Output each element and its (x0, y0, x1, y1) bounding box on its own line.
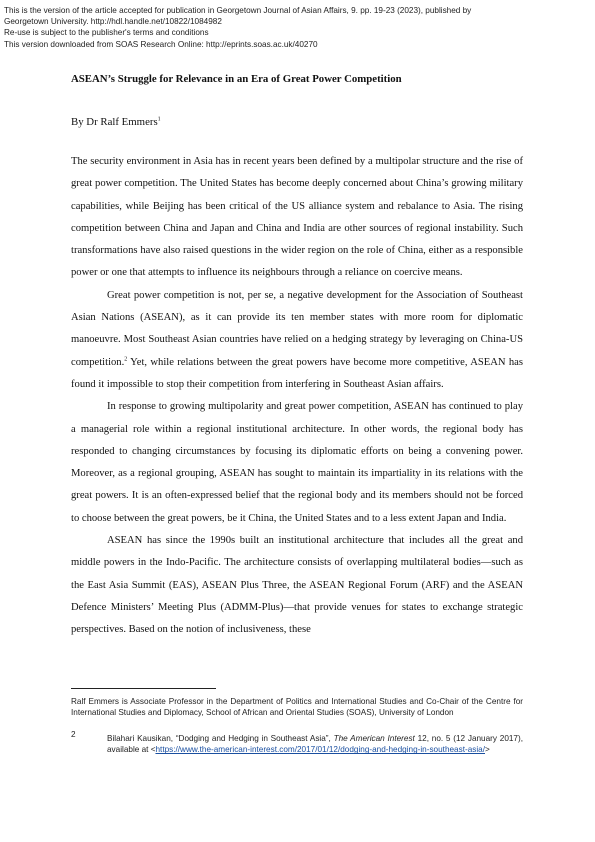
header-line-4: This version downloaded from SOAS Research Online: http://eprints.soas.ac.uk/40270 (4, 39, 318, 49)
footnote-ref-2[interactable]: 2 (124, 356, 128, 363)
paragraph-2 (71, 285, 523, 396)
footnote-2-text-a: Bilahari Kausikan, “Dodging and Hedging in Southeast Asia”, (107, 734, 334, 743)
byline-author: By Dr Ralf Emmers (71, 116, 158, 128)
byline (71, 116, 161, 128)
article-body (71, 151, 523, 642)
footnote-ref-1[interactable]: 1 (157, 116, 161, 123)
repository-header (4, 5, 584, 50)
footnote-2-text-c: > (485, 745, 490, 755)
paragraph-1: The security environment in Asia has in recent years been defined by a multipolar structure and the rise of great power competition. The United States has become deeply concerned about China’s growing military capabilities, while Beijing has been critical of the US alliance system and rebalance to Asia. The rising competition between China and Japan and China and India are other sources of regional instability. Such transformations have also raised questions in the wider region on the role of China, either as a responsible power or one that attempts to influence its neighbours through a reliance on coercive means. (71, 156, 523, 279)
footnote-1: Ralf Emmers is Associate Professor in the Department of Politics and International Studies and Co-Chair of the Centre for International Studies and Diplomacy, School of African and Oriental Studies (SOAS), University of London (71, 697, 523, 718)
paragraph-2-text-b: Yet, while relations between the great powers have become more competitive, ASEAN has found it impossible to stop their competition from interfering in Southeast Asian affairs. (71, 356, 523, 390)
header-line-3: Re-use is subject to the publisher's terms and conditions (4, 28, 209, 38)
header-line-1: This is the version of the article accepted for publication in Georgetown Journal of Asian Affairs, 9. pp. 19-23 (2023), published by (4, 6, 472, 15)
footnote-2-text-b: 12, no. 5 (12 January 2017), available at < (107, 734, 523, 755)
footnote-separator (71, 688, 216, 689)
footnote-2-journal: The American Interest (333, 734, 415, 743)
footnote-2-number: 2 (71, 730, 76, 739)
paragraph-2-text-a: Great power competition is not, per se, a negative development for the Association of Southeast Asian Nations (ASEAN), as it can provide its ten member states with more room for diplomatic manoeuvre. Most Southeast Asian countries have relied on a hedging strategy by leveraging on China-US competition. (71, 289, 523, 368)
footnote-2-link[interactable]: https://www.the-american-interest.com/2017/01/12/dodging-and-hedging-in-southeast-asia/ (155, 745, 485, 755)
article-title: ASEAN’s Struggle for Relevance in an Era of Great Power Competition (71, 73, 402, 85)
header-line-2: Georgetown University. http://hdl.handle.net/10822/1084982 (4, 17, 222, 27)
footnote-2 (107, 733, 523, 755)
paragraph-3: In response to growing multipolarity and great power competition, ASEAN has continued to play a managerial role within a regional institutional architecture. In other words, the regional body has responded to changing circumstances by focusing its diplomatic efforts on being a convening power. Moreover, as a regional grouping, ASEAN has sought to maintain its impartiality in its relations with the great powers. It is an often-expressed belief that the regional body and its members should not be forced to choose between the great powers, be it China, the United States and to a less extent Japan and India. (71, 401, 523, 524)
paragraph-4: ASEAN has since the 1990s built an institutional architecture that includes all the great and middle powers in the Indo-Pacific. The architecture consists of overlapping multilateral bodies—such as the East Asia Summit (EAS), ASEAN Plus Three, the ASEAN Regional Forum (ARF) and the ASEAN Defence Ministers’ Meeting Plus (ADMM-Plus)—that provide venues for states to exchange strategic perspectives. Based on the notion of inclusiveness, these (71, 535, 523, 636)
